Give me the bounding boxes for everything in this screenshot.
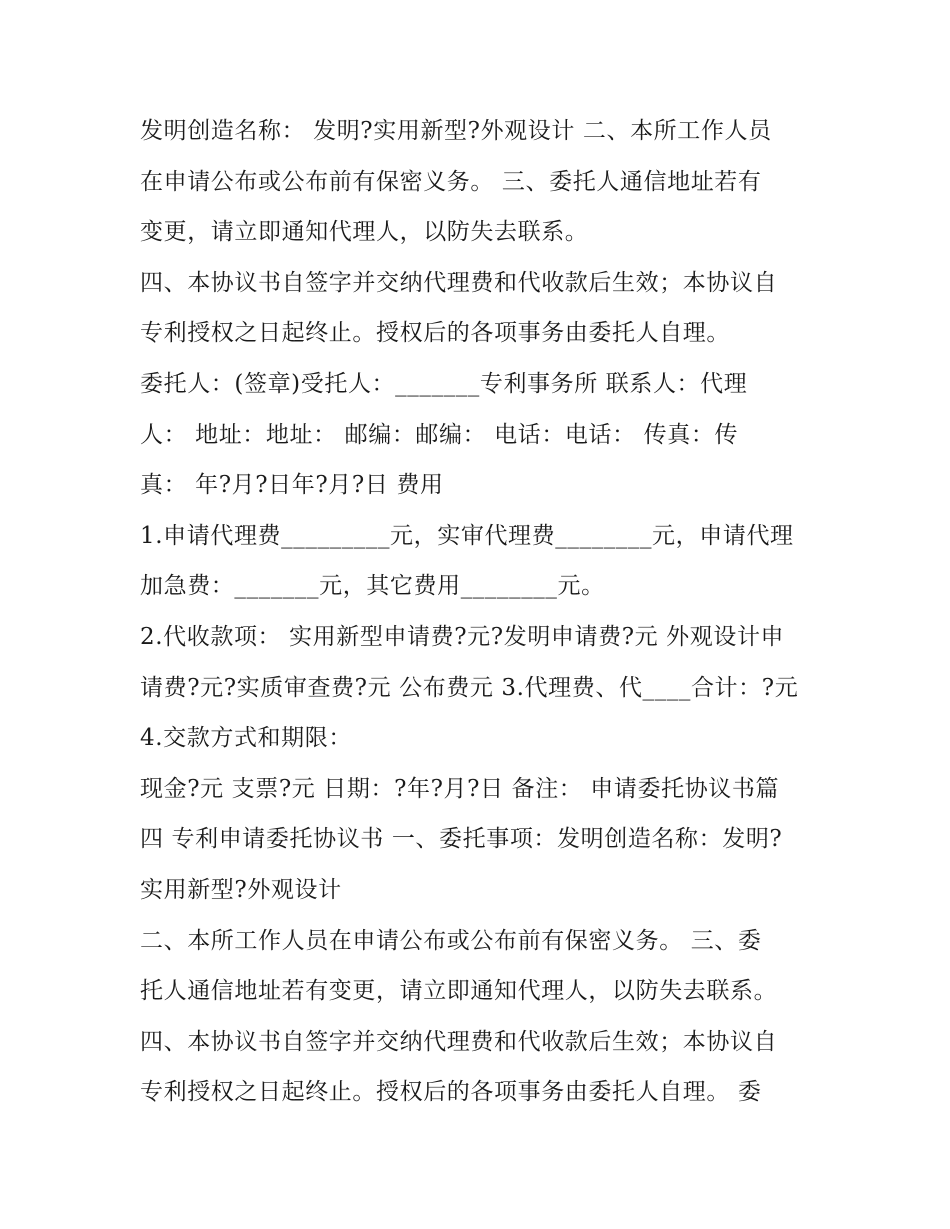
text-line-16: 实用新型?外观设计 [140,876,342,903]
text-line-1: 发明创造名称： 发明?实用新型?外观设计 二、本所工作人员 [140,118,772,144]
document-body [140,106,820,1118]
text-line-7: 人： 地址：地址： 邮编：邮编： 电话：电话： 传真：传 [140,421,739,448]
text-line-5: 专利授权之日起终止。授权后的各项事务由委托人自理。 [140,320,730,347]
text-line-9: 1.申请代理费_________元，实审代理费________元，申请代理 [140,522,794,549]
text-line-17: 二、本所工作人员在申请公布或公布前有保密义务。 三、委 [140,927,762,954]
text-line-12: 请费?元?实质审查费?元 公布费元 3.代理费、代____合计：?元 [140,674,799,701]
text-line-11: 2.代收款项： 实用新型申请费?元?发明申请费?元 外观设计申 [140,623,785,650]
text-line-2: 在申请公布或公布前有保密义务。 三、委托人通信地址若有 [140,168,762,195]
text-line-4: 四、本协议书自签字并交纳代理费和代收款后生效；本协议自 [140,269,778,296]
text-line-19: 四、本协议书自签字并交纳代理费和代收款后生效；本协议自 [140,1028,778,1055]
text-line-14: 现金?元 支票?元 日期：?年?月?日 备注： 申请委托协议书篇 [140,775,780,802]
text-line-10: 加急费：_______元，其它费用________元。 [140,573,605,600]
text-line-3: 变更，请立即通知代理人，以防失去联系。 [140,219,589,246]
text-line-15: 四 专利申请委托协议书 一、委托事项：发明创造名称：发明? [140,826,783,853]
text-line-20: 专利授权之日起终止。授权后的各项事务由委托人自理。 委 [140,1079,762,1106]
text-line-18: 托人通信地址若有变更，请立即通知代理人，以防失去联系。 [140,978,778,1005]
text-line-6: 委托人：(签章)受托人：_______专利事务所 联系人：代理 [140,370,748,397]
text-line-8: 真： 年?月?日年?月?日 费用 [140,472,444,499]
text-line-13: 4.交款方式和期限： [140,725,352,752]
